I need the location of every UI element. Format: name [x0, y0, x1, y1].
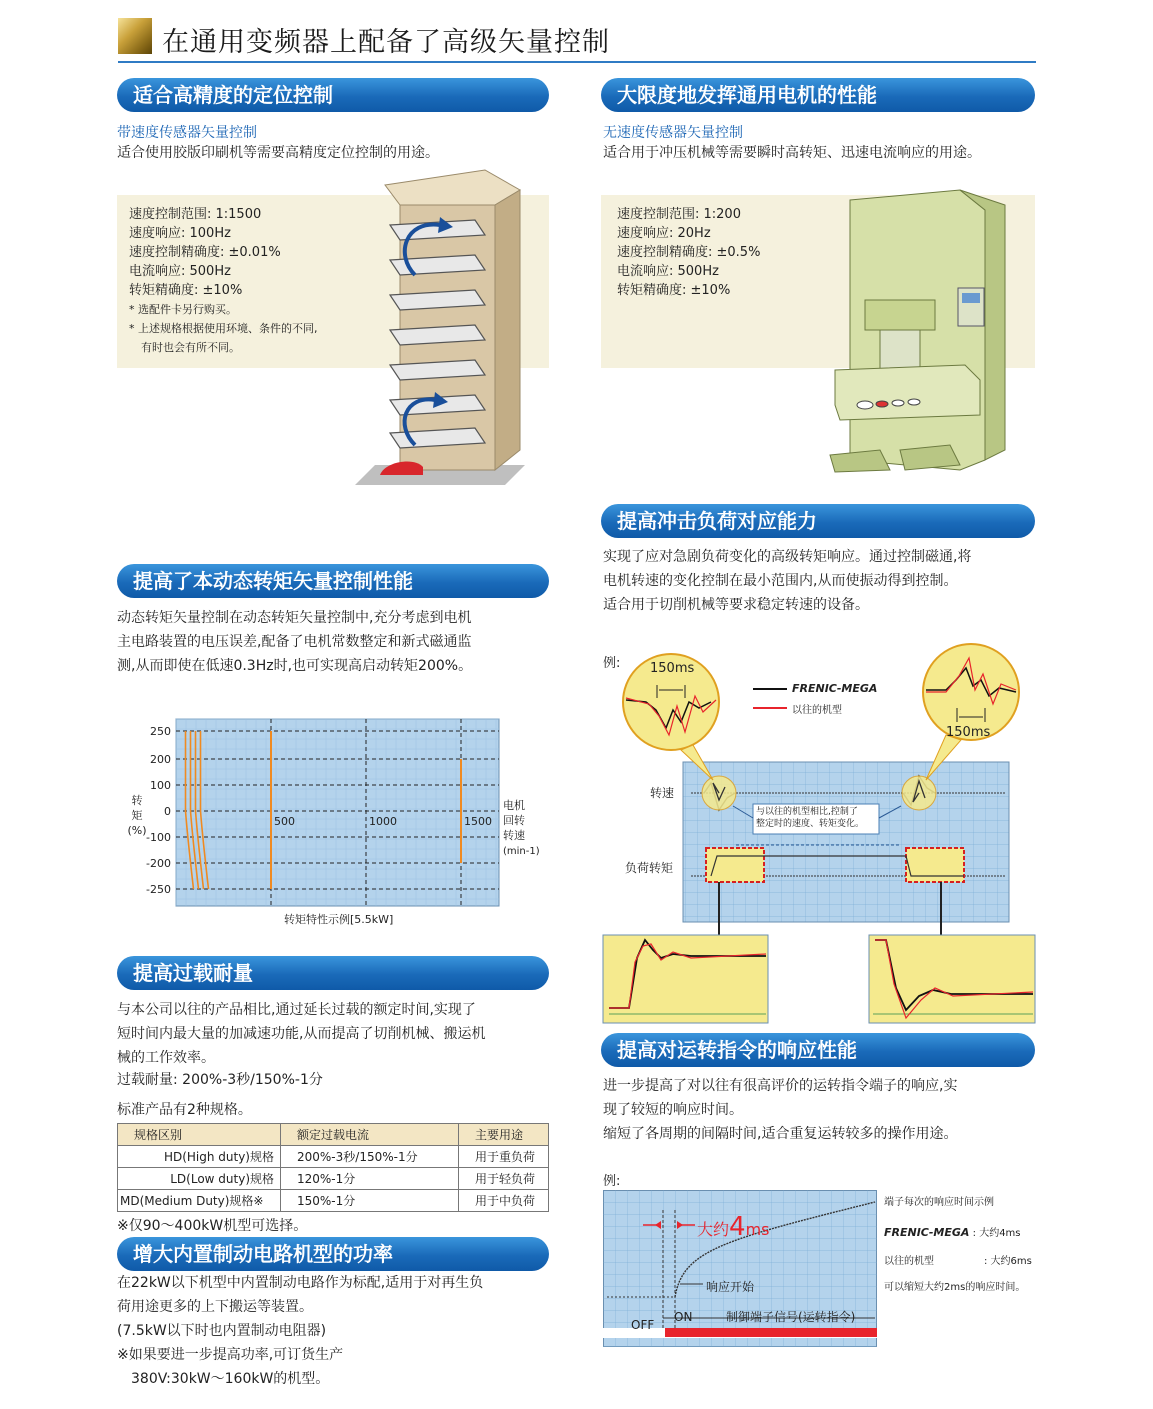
duty-spec-table [117, 1123, 549, 1212]
impact-ms-right: 150ms [946, 725, 991, 740]
run-command-line-2: 现了较短的响应时间。 [603, 1102, 743, 1118]
run-command-line-3: 缩短了各周期的间隔时间,适合重复运转较多的操作用途。 [603, 1126, 958, 1142]
side-title: 端子每次的响应时间示例 [884, 1197, 994, 1208]
callout-line: 整定时的速度、转矩变化。 [756, 819, 865, 829]
y-tick-label: 200 [150, 753, 171, 766]
response-example-label: 例: [603, 1174, 621, 1189]
callout-line: 与以往的机型相比,控制了 [756, 807, 858, 817]
y-tick-label: -200 [146, 857, 171, 870]
dynamic-torque-line-2: 主电路装置的电压误差,配备了电机常数整定和新式磁通监 [117, 634, 472, 650]
braking-line-2: 荷用途更多的上下搬运等装置。 [117, 1299, 313, 1315]
section-heading-impact-load: 提高冲击负荷对应能力 [601, 504, 1035, 538]
table-cell: HD(High duty)规格 [118, 1146, 281, 1168]
spec-note: 有时也会有所不同。 [141, 341, 240, 354]
x-axis-label: 回转 [503, 814, 525, 827]
spec-note: * 上述规格根据使用环境、条件的不同, [129, 322, 318, 335]
spec-note: * 选配件卡另行购买。 [129, 303, 237, 316]
side-old-row [884, 1252, 1032, 1267]
braking-line-5: 380V:30kW～160kW的机型。 [131, 1371, 330, 1387]
table-header-row [118, 1124, 549, 1146]
impact-load-figure [601, 640, 1037, 1030]
spec-line: 速度响应: 20Hz [617, 226, 711, 241]
dynamic-torque-line-1: 动态转矩矢量控制在动态转矩矢量控制中,充分考虑到电机 [117, 610, 472, 626]
row-label-speed: 转速 [650, 786, 675, 800]
x-tick-label: 1000 [369, 815, 397, 828]
impact-callout [756, 806, 864, 830]
signal-on-label: ON [674, 1310, 693, 1324]
y-tick-label: -100 [146, 831, 171, 844]
table-header-cell: 规格区别 [118, 1124, 281, 1146]
desc-general-motor: 适合用于冲压机械等需要瞬时高转矩、迅速电流响应的用途。 [603, 145, 981, 161]
table-cell: 用于轻负荷 [459, 1168, 549, 1190]
spec-line: 速度控制精确度: ±0.01% [129, 245, 281, 260]
signal-off-label: OFF [631, 1318, 655, 1332]
section-heading-dynamic-torque: 提高了本动态转矩矢量控制性能 [117, 564, 549, 598]
overload-line-1: 与本公司以往的产品相比,通过延长过载的额定时间,实现了 [117, 1002, 476, 1018]
side-old-value: : 大约6ms [984, 1256, 1032, 1267]
y-tick-label: 0 [164, 805, 171, 818]
y-tick-label: 250 [150, 725, 171, 738]
spec-line: 速度控制范围: 1:200 [617, 207, 741, 222]
spec-line: 速度控制范围: 1:1500 [129, 207, 262, 222]
y-axis-label: (%) [127, 824, 147, 837]
press-machine-illustration [820, 180, 1020, 480]
response-start-label: 响应开始 [706, 1280, 755, 1294]
table-row [118, 1146, 549, 1168]
section-heading-general-motor: 大限度地发挥通用电机的性能 [601, 78, 1035, 112]
torque-chart-caption: 转矩特性示例[5.5kW] [284, 913, 394, 926]
approx-prefix: 大约 [697, 1220, 730, 1239]
table-cell: MD(Medium Duty)规格※ [118, 1190, 281, 1212]
braking-line-3: (7.5kW以下时也内置制动电阻器) [117, 1323, 327, 1339]
impact-ms-left: 150ms [650, 661, 695, 676]
signal-name-label: 制御端子信号(运转指令) [726, 1310, 856, 1324]
parking-tower-illustration [345, 165, 535, 490]
x-axis-label: 转速 [503, 829, 525, 842]
section-heading-positioning: 适合高精度的定位控制 [117, 78, 549, 112]
approx-unit: ms [745, 1220, 770, 1239]
x-axis-unit: (min-1) [503, 846, 540, 857]
impact-line-1: 实现了应对急剧负荷变化的高级转矩响应。通过控制磁通,将 [603, 549, 972, 565]
run-command-line-1: 进一步提高了对以往有很高评价的运转指令端子的响应,实 [603, 1078, 958, 1094]
impact-line-3: 适合用于切削机械等要求稳定转速的设备。 [603, 597, 869, 613]
row-label-load-torque: 负荷转矩 [625, 861, 674, 875]
overload-line-3: 械的工作效率。 [117, 1050, 215, 1066]
x-tick-label: 1500 [464, 815, 492, 828]
table-cell: LD(Low duty)规格 [118, 1168, 281, 1190]
y-axis-label: 矩 [131, 809, 143, 822]
subheading-sensor-vector: 带速度传感器矢量控制 [117, 125, 257, 141]
spec-line: 电流响应: 500Hz [617, 264, 719, 279]
approx-4ms [697, 1212, 769, 1242]
section-heading-braking: 增大内置制动电路机型的功率 [117, 1237, 549, 1271]
impact-line-2: 电机转速的变化控制在最小范围内,从而使振动得到控制。 [603, 573, 958, 589]
x-tick-label: 500 [274, 815, 295, 828]
dynamic-torque-line-3: 测,从而即使在低速0.3Hz时,也可实现高启动转矩200%。 [117, 658, 473, 674]
table-header-cell: 主要用途 [459, 1124, 549, 1146]
spec-line: 速度控制精确度: ±0.5% [617, 245, 761, 260]
side-frenic-value: : 大约4ms [972, 1228, 1021, 1239]
spec-line: 转矩精确度: ±10% [617, 283, 731, 298]
table-header-cell: 额定过载电流 [281, 1124, 459, 1146]
side-note: 可以缩短大约2ms的响应时间。 [884, 1282, 1026, 1293]
legend-previous-model: 以往的机型 [792, 705, 842, 716]
chart-plot-area [176, 719, 499, 906]
table-row [118, 1190, 549, 1212]
x-axis-label: 电机 [503, 799, 525, 812]
md-note: ※仅90～400kW机型可选择。 [117, 1218, 308, 1234]
impact-example-label: 例: [603, 656, 621, 671]
y-axis-label: 转 [131, 794, 143, 807]
desc-positioning: 适合使用胶版印刷机等需要高精度定位控制的用途。 [117, 145, 439, 161]
section-heading-run-command: 提高对运转指令的响应性能 [601, 1033, 1035, 1067]
table-cell: 用于中负荷 [459, 1190, 549, 1212]
overload-capacity: 过载耐量: 200%-3秒/150%-1分 [117, 1072, 323, 1088]
approx-value: 4 [729, 1212, 746, 1242]
page-title: 在通用变频器上配备了高级矢量控制 [162, 27, 610, 58]
title-rule [118, 61, 1036, 63]
table-cell: 120%-1分 [281, 1168, 459, 1190]
spec-line: 速度响应: 100Hz [129, 226, 231, 241]
subheading-sensorless-vector: 无速度传感器矢量控制 [603, 125, 743, 141]
y-tick-label: 100 [150, 779, 171, 792]
torque-chart [117, 712, 549, 930]
y-tick-label: -250 [146, 883, 171, 896]
overload-line-2: 短时间内最大量的加减速功能,从而提高了切削机械、搬运机 [117, 1026, 486, 1042]
braking-line-1: 在22kW以下机型中内置制动电路作为标配,适用于对再生负 [117, 1275, 484, 1291]
spec-line: 转矩精确度: ±10% [129, 283, 243, 298]
standard-specs: 标准产品有2种规格。 [117, 1102, 252, 1118]
braking-line-4: ※如果要进一步提高功率,可订货生产 [117, 1347, 344, 1363]
section-heading-overload: 提高过载耐量 [117, 956, 549, 990]
header-gold-mark [118, 18, 152, 54]
table-cell: 150%-1分 [281, 1190, 459, 1212]
table-row [118, 1168, 549, 1190]
side-old-name: 以往的机型 [884, 1256, 934, 1267]
spec-line: 电流响应: 500Hz [129, 264, 231, 279]
table-cell: 用于重负荷 [459, 1146, 549, 1168]
legend-frenic-mega: FRENIC-MEGA [792, 682, 878, 695]
side-frenic-row [884, 1224, 1021, 1239]
table-cell: 200%-3秒/150%-1分 [281, 1146, 459, 1168]
side-frenic-name: FRENIC-MEGA [884, 1226, 970, 1239]
